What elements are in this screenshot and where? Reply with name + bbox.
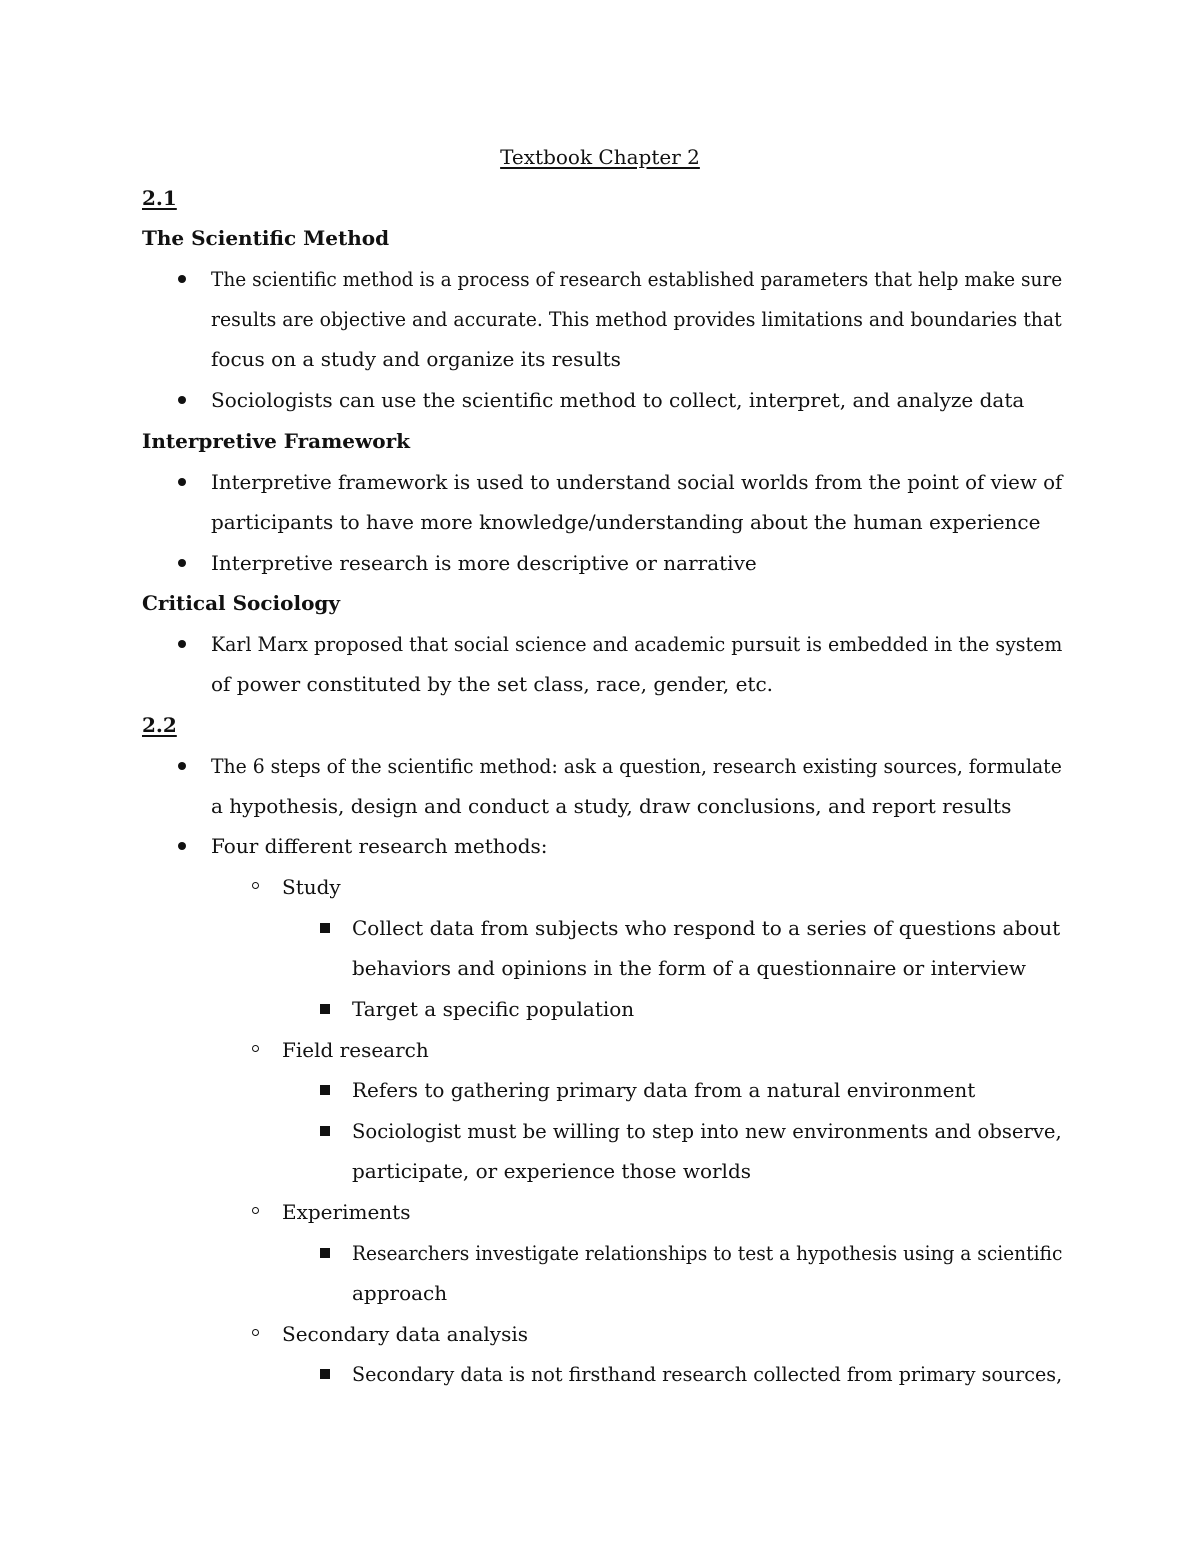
bullet-text: participants to have more knowledge/understanding about the human experience xyxy=(211,510,1041,534)
sub-bullet-text: Secondary data is not firsthand research collected from primary sources, xyxy=(352,1362,1063,1386)
heading-interpretive-framework: Interpretive Framework xyxy=(142,429,410,453)
section-number-2-2: 2.2 xyxy=(142,713,177,737)
sub-bullet-text: Target a specific population xyxy=(352,997,635,1021)
bullet-disc-icon xyxy=(178,275,186,283)
bullet-disc-icon xyxy=(178,559,186,567)
sub-bullet-text: behaviors and opinions in the form of a questionnaire or interview xyxy=(352,956,1026,980)
method-label-secondary-data-analysis: Secondary data analysis xyxy=(282,1322,528,1346)
bullet-disc-icon xyxy=(178,396,186,404)
document-title: Textbook Chapter 2 xyxy=(500,145,700,169)
bullet-disc-icon xyxy=(178,842,186,850)
bullet-text: Four different research methods: xyxy=(211,834,548,858)
method-label-field-research: Field research xyxy=(282,1038,429,1062)
method-label-study: Study xyxy=(282,875,341,899)
bullet-circle-icon xyxy=(252,1207,259,1214)
bullet-circle-icon xyxy=(252,1045,259,1052)
sub-bullet-text: Sociologist must be willing to step into new environments and observe, xyxy=(352,1119,1062,1143)
bullet-text: The 6 steps of the scientific method: ask a question, research existing sources, formulate xyxy=(211,754,1062,778)
bullet-text: The scientific method is a process of research established parameters that help make sure xyxy=(211,267,1063,291)
bullet-text: a hypothesis, design and conduct a study, draw conclusions, and report results xyxy=(211,794,1012,818)
bullet-disc-icon xyxy=(178,640,186,648)
bullet-square-icon xyxy=(320,1126,330,1136)
bullet-text: Interpretive research is more descriptive or narrative xyxy=(211,551,757,575)
bullet-square-icon xyxy=(320,1369,330,1379)
bullet-circle-icon xyxy=(252,1329,259,1336)
sub-bullet-text: Refers to gathering primary data from a natural environment xyxy=(352,1078,976,1102)
section-number-2-1: 2.1 xyxy=(142,186,177,210)
bullet-square-icon xyxy=(320,1085,330,1095)
bullet-text: focus on a study and organize its results xyxy=(211,347,621,371)
bullet-disc-icon xyxy=(178,478,186,486)
heading-critical-sociology: Critical Sociology xyxy=(142,591,341,615)
sub-bullet-text: participate, or experience those worlds xyxy=(352,1159,752,1183)
bullet-square-icon xyxy=(320,1248,330,1258)
sub-bullet-text: approach xyxy=(352,1281,448,1305)
bullet-circle-icon xyxy=(252,882,259,889)
bullet-text: Karl Marx proposed that social science and academic pursuit is embedded in the system xyxy=(211,632,1063,656)
sub-bullet-text: Researchers investigate relationships to test a hypothesis using a scientific xyxy=(352,1241,1063,1265)
bullet-text: Interpretive framework is used to understand social worlds from the point of view of xyxy=(211,470,1063,494)
sub-bullet-text: Collect data from subjects who respond to a series of questions about xyxy=(352,916,1061,940)
heading-scientific-method: The Scientific Method xyxy=(142,226,390,250)
method-label-experiments: Experiments xyxy=(282,1200,411,1224)
bullet-text: Sociologists can use the scientific method to collect, interpret, and analyze data xyxy=(211,388,1025,412)
bullet-square-icon xyxy=(320,923,330,933)
bullet-text: of power constituted by the set class, race, gender, etc. xyxy=(211,672,774,696)
bullet-square-icon xyxy=(320,1004,330,1014)
bullet-disc-icon xyxy=(178,762,186,770)
bullet-text: results are objective and accurate. This method provides limitations and boundaries that xyxy=(211,307,1062,331)
